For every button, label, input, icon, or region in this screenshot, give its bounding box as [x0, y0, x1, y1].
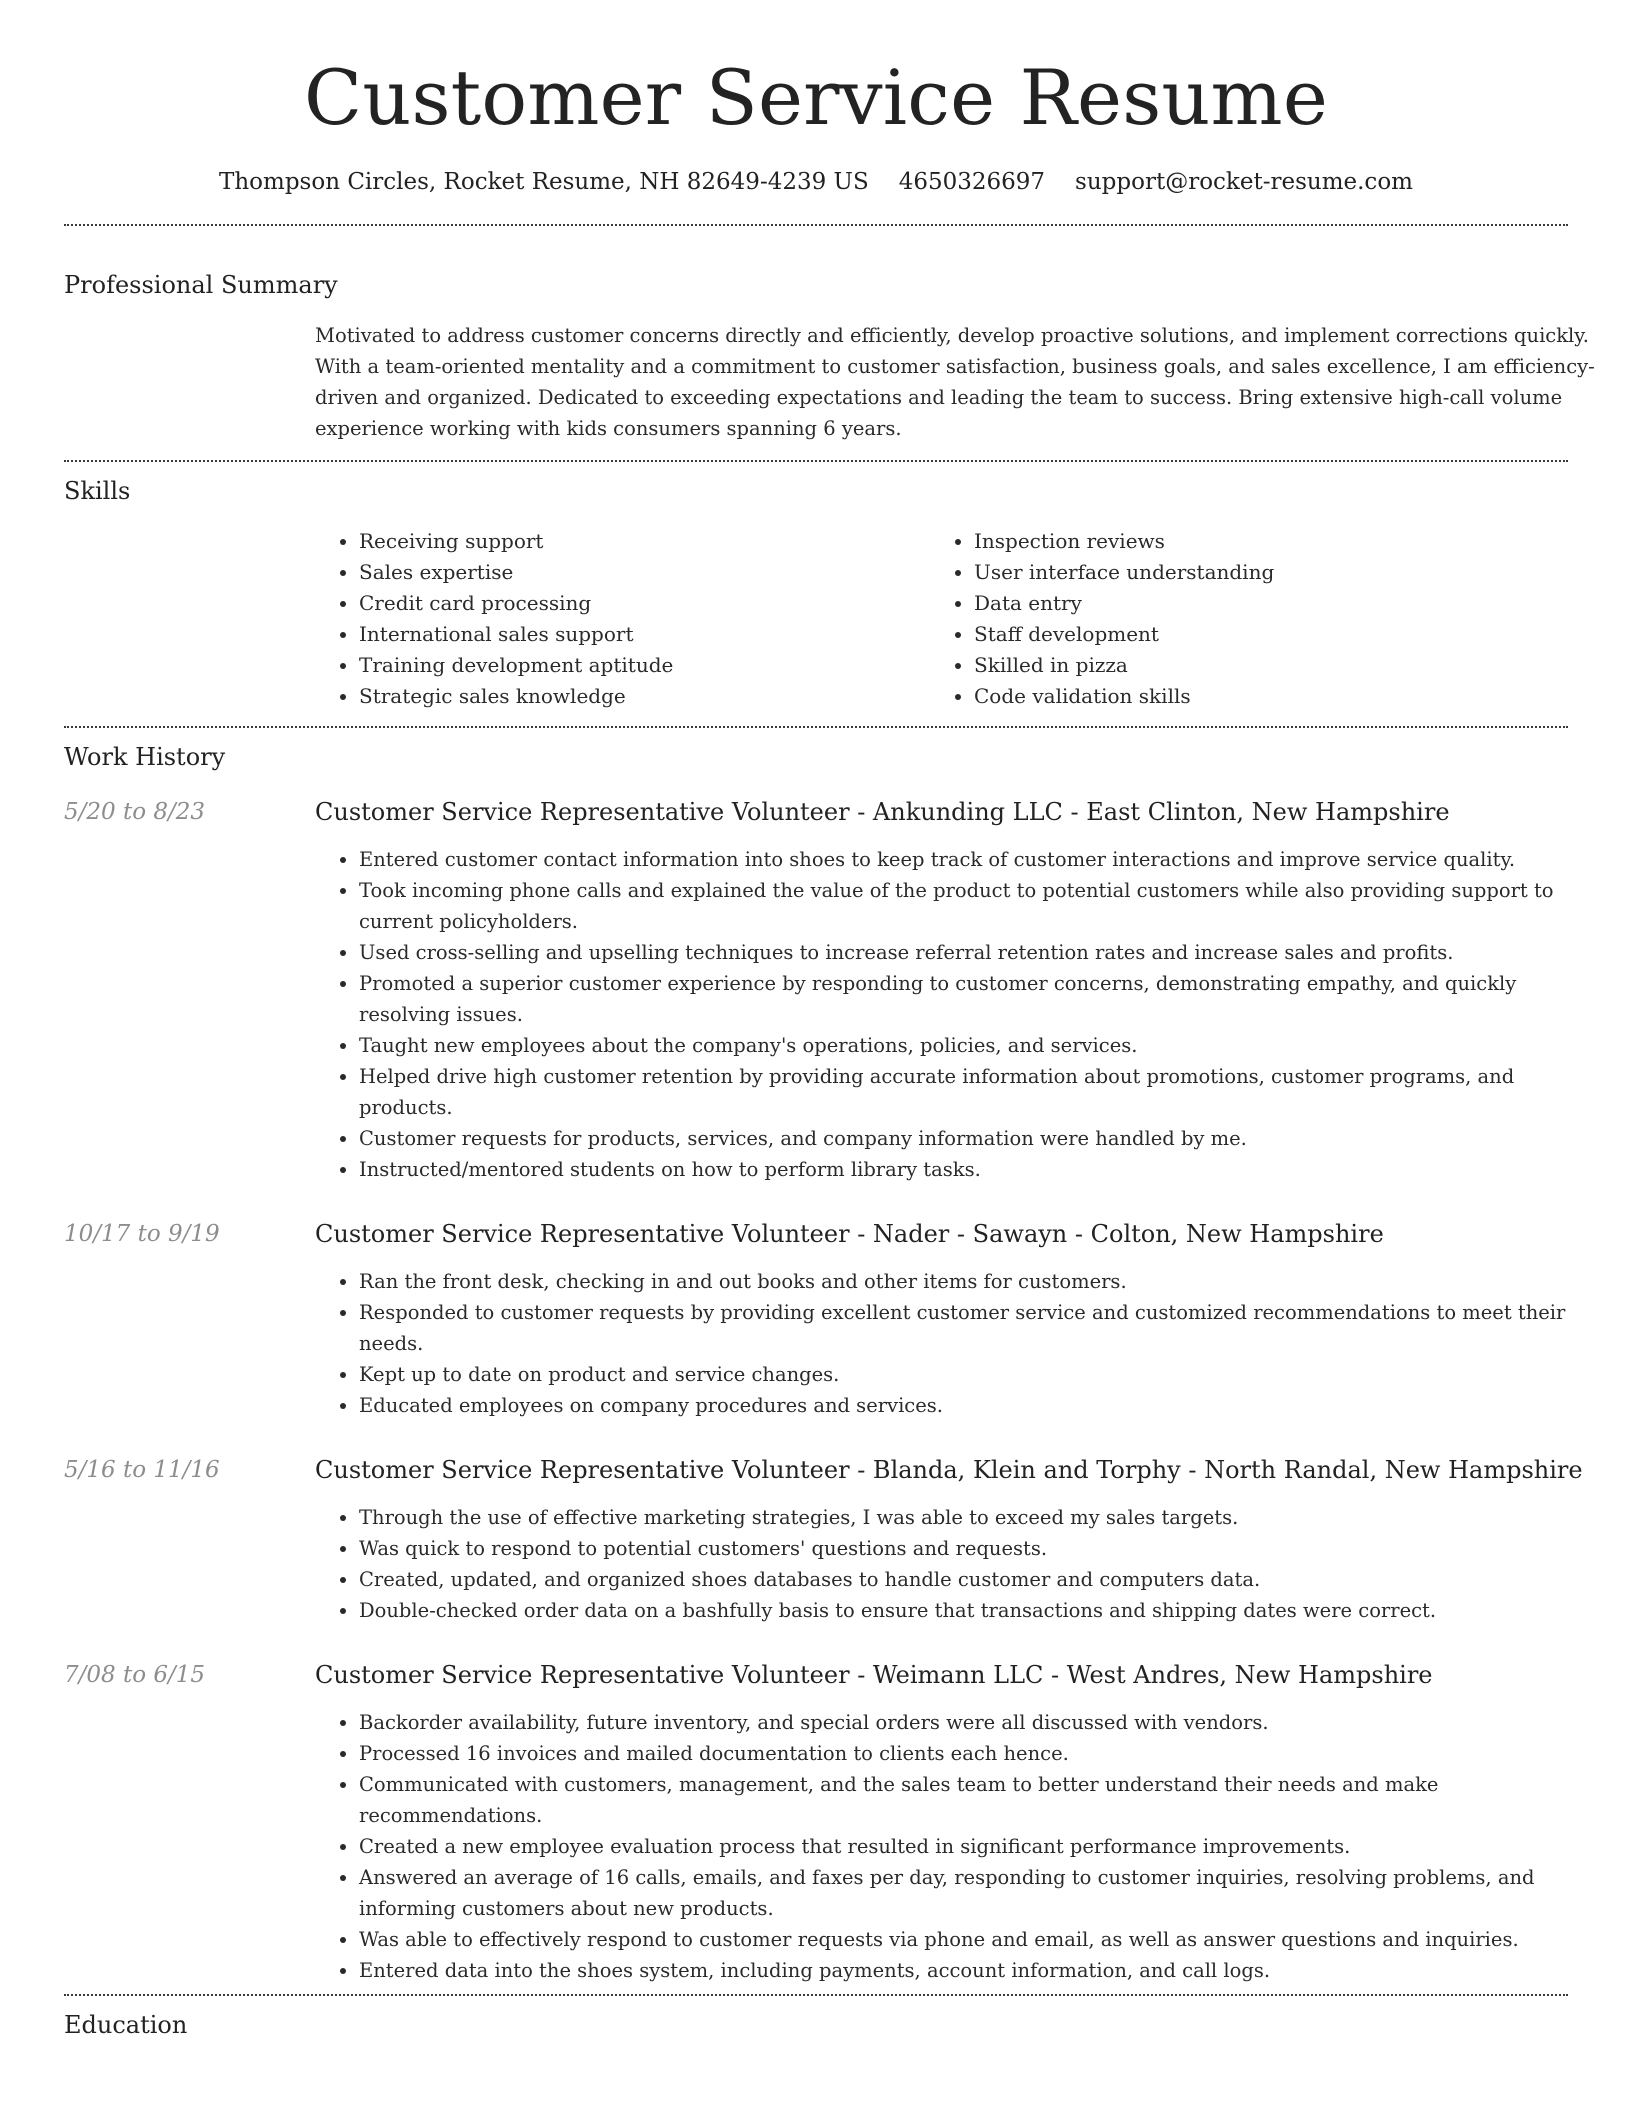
- job-dates: 10/17 to 9/19: [64, 1221, 220, 1247]
- contact-address: Thompson Circles, Rocket Resume, NH 82649-4239 US: [219, 169, 869, 195]
- job-bullet: • Responded to customer requests by providing excellent customer service and customized recommendations to meet their needs.: [359, 1297, 1568, 1359]
- job-heading: Customer Service Representative Volunteer - Nader - Sawayn - Colton, New Hampshire: [315, 1220, 1384, 1248]
- skill-item: • International sales support: [359, 619, 930, 650]
- job-bullet: • Used cross-selling and upselling techniques to increase referral retention rates and increase sales and profits.: [359, 937, 1568, 968]
- skill-item: • Code validation skills: [974, 681, 1545, 712]
- job-heading: Customer Service Representative Volunteer - Ankunding LLC - East Clinton, New Hampshire: [315, 798, 1450, 826]
- education-heading: Education: [64, 2011, 188, 2039]
- job-bullet: • Was quick to respond to potential customers' questions and requests.: [359, 1533, 1583, 1564]
- skills-column-left: [315, 526, 930, 712]
- job-body: [315, 1659, 1568, 1986]
- job-bullet: • Double-checked order data on a bashfully basis to ensure that transactions and shipping dates were correct.: [359, 1595, 1583, 1626]
- skill-item: • Skilled in pizza: [974, 650, 1545, 681]
- work-history-heading: Work History: [64, 743, 226, 771]
- contact-phone: 4650326697: [898, 169, 1046, 195]
- job-dates: 7/08 to 6/15: [64, 1662, 206, 1688]
- skill-item: • Receiving support: [359, 526, 930, 557]
- job-bullets: [315, 1707, 1568, 1986]
- section-divider: [64, 460, 1568, 462]
- contact-email: support@rocket-resume.com: [1075, 169, 1413, 195]
- skills-grid: [315, 526, 1632, 712]
- resume-title: Customer Service Resume: [303, 53, 1329, 142]
- job-bullet: • Instructed/mentored students on how to perform library tasks.: [359, 1154, 1568, 1185]
- section-divider: [64, 224, 1568, 226]
- summary-text: Motivated to address customer concerns directly and efficiently, develop proactive solutions, and implement corrections quickly. With a team-oriented mentality and a commitment to customer satisfaction, business goals, and sales excellence, I am efficiency-driven and organized. Dedicated to exceeding expectations and leading the team to success. Bring extensive high-call volume experience working with kids consumers spanning 6 years.: [315, 324, 1595, 440]
- job-bullets: [315, 844, 1568, 1185]
- contact-line: [64, 166, 1568, 198]
- skill-item: • Inspection reviews: [974, 526, 1545, 557]
- job-bullet: • Communicated with customers, management, and the sales team to better understand their needs and make recommendations.: [359, 1769, 1568, 1831]
- job-entry: [64, 796, 1568, 1185]
- job-bullet: • Took incoming phone calls and explained the value of the product to potential customers while also providing support to current policyholders.: [359, 875, 1568, 937]
- section-divider: [64, 1994, 1568, 1996]
- job-bullet: • Kept up to date on product and service changes.: [359, 1359, 1568, 1390]
- job-bullet: • Promoted a superior customer experience by responding to customer concerns, demonstrating empathy, and quickly resolving issues.: [359, 968, 1568, 1030]
- job-bullet: • Educated employees on company procedures and services.: [359, 1390, 1568, 1421]
- skills-heading: Skills: [64, 477, 131, 505]
- job-body: [315, 1454, 1583, 1626]
- job-bullet: • Was able to effectively respond to customer requests via phone and email, as well as answer questions and inquiries.: [359, 1924, 1568, 1955]
- job-entry: [64, 1659, 1568, 1986]
- job-bullet: • Entered customer contact information into shoes to keep track of customer interactions and improve service quality.: [359, 844, 1568, 875]
- job-heading: Customer Service Representative Volunteer - Blanda, Klein and Torphy - North Randal, New Hampshire: [315, 1456, 1583, 1484]
- skill-item: • Credit card processing: [359, 588, 930, 619]
- skill-item: • Sales expertise: [359, 557, 930, 588]
- job-bullets: [315, 1502, 1583, 1626]
- job-bullets: [315, 1266, 1568, 1421]
- skill-item: • Staff development: [974, 619, 1545, 650]
- section-divider: [64, 726, 1568, 728]
- job-entry: [64, 1218, 1568, 1421]
- job-bullet: • Customer requests for products, services, and company information were handled by me.: [359, 1123, 1568, 1154]
- job-bullet: • Ran the front desk, checking in and out books and other items for customers.: [359, 1266, 1568, 1297]
- job-bullet: • Processed 16 invoices and mailed documentation to clients each hence.: [359, 1738, 1568, 1769]
- job-dates: 5/20 to 8/23: [64, 799, 206, 825]
- job-bullet: • Created, updated, and organized shoes databases to handle customer and computers data.: [359, 1564, 1583, 1595]
- job-bullet: • Helped drive high customer retention by providing accurate information about promotions, customer programs, and products.: [359, 1061, 1568, 1123]
- job-bullet: • Backorder availability, future inventory, and special orders were all discussed with vendors.: [359, 1707, 1568, 1738]
- job-entry: [64, 1454, 1583, 1626]
- job-body: [315, 1218, 1568, 1421]
- job-bullet: • Answered an average of 16 calls, emails, and faxes per day, responding to customer inquiries, resolving problems, and informing customers about new products.: [359, 1862, 1568, 1924]
- skill-item: • User interface understanding: [974, 557, 1545, 588]
- skill-item: • Strategic sales knowledge: [359, 681, 930, 712]
- job-dates: 5/16 to 11/16: [64, 1457, 220, 1483]
- job-bullet: • Through the use of effective marketing strategies, I was able to exceed my sales targets.: [359, 1502, 1583, 1533]
- job-body: [315, 796, 1568, 1185]
- skills-column-right: [930, 526, 1545, 712]
- job-heading: Customer Service Representative Volunteer - Weimann LLC - West Andres, New Hampshire: [315, 1661, 1433, 1689]
- job-bullet: • Created a new employee evaluation process that resulted in significant performance improvements.: [359, 1831, 1568, 1862]
- job-bullet: • Taught new employees about the company's operations, policies, and services.: [359, 1030, 1568, 1061]
- job-bullet: • Entered data into the shoes system, including payments, account information, and call logs.: [359, 1955, 1568, 1986]
- skill-item: • Training development aptitude: [359, 650, 930, 681]
- summary-heading: Professional Summary: [64, 271, 338, 299]
- skill-item: • Data entry: [974, 588, 1545, 619]
